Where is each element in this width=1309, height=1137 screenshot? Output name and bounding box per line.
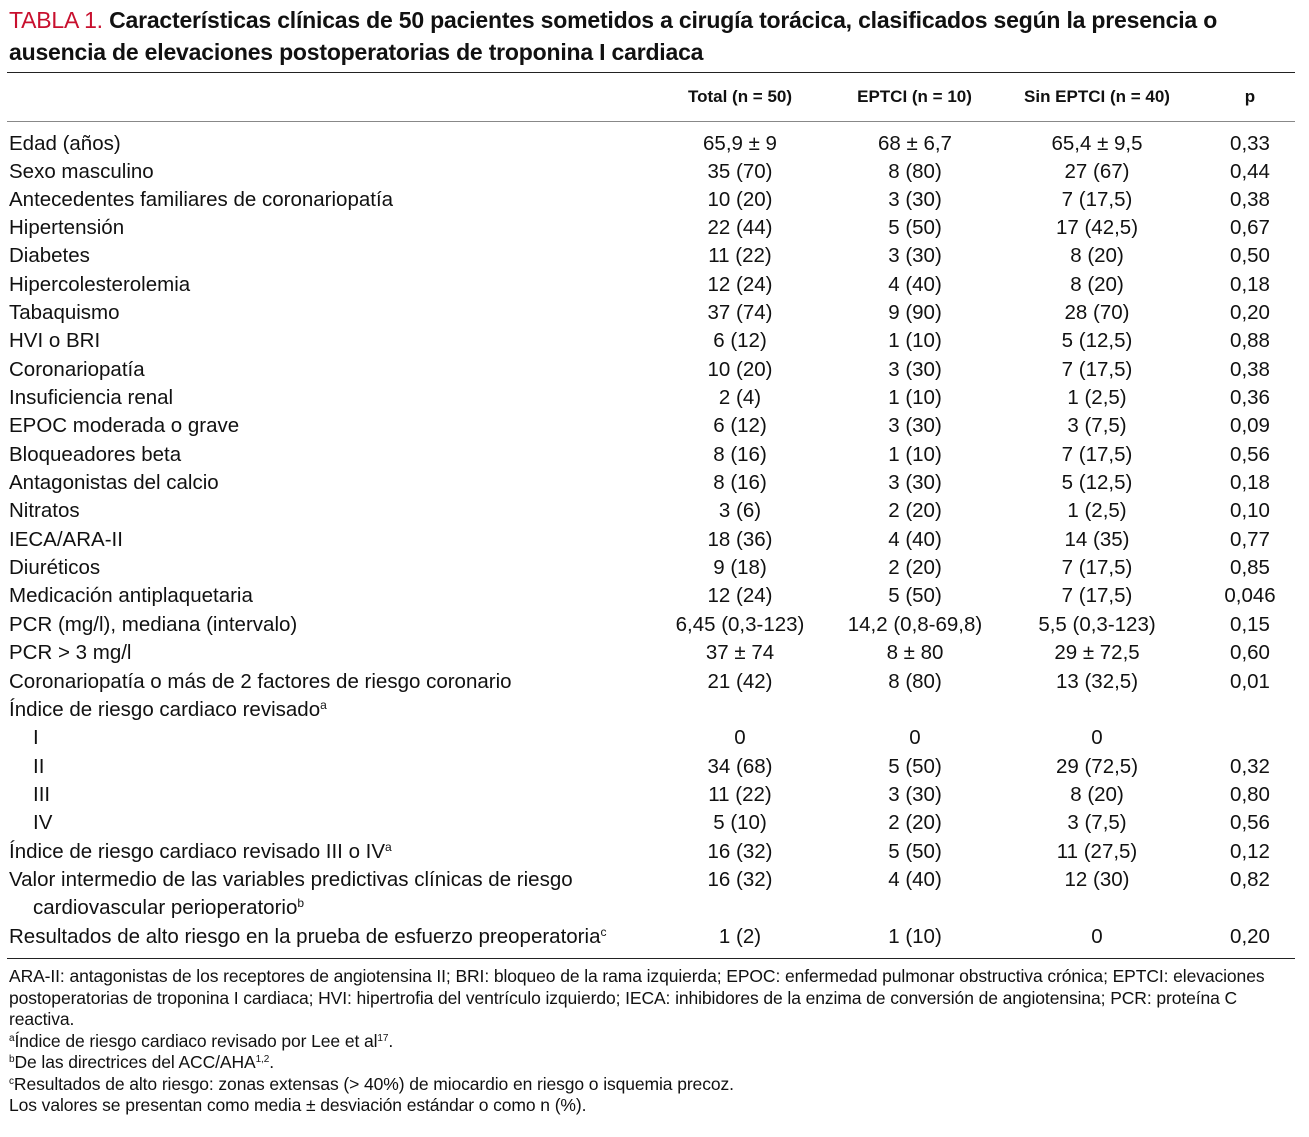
- footnote-values: Los valores se presentan como media ± desviación estándar o como n (%).: [9, 1095, 587, 1115]
- table-row: [0, 809, 1309, 837]
- row-label: Diuréticos: [9, 556, 101, 579]
- row-label: Índice de riesgo cardiaco revisado$^a$: [9, 698, 327, 721]
- cell-sin-eptci: 3 (7,5): [1067, 811, 1127, 834]
- cell-eptci: 4 (40): [888, 528, 942, 551]
- cell-p: 0,32: [1230, 755, 1270, 778]
- row-label: Coronariopatía o más de 2 factores de riesgo coronario: [9, 670, 512, 693]
- cell-eptci: 1 (10): [888, 386, 942, 409]
- table-footnotes: [9, 966, 1299, 1117]
- cell-p: 0,18: [1230, 471, 1270, 494]
- row-label: Insuficiencia renal: [9, 386, 174, 409]
- cell-total: 35 (70): [707, 160, 773, 183]
- cell-total: 8 (16): [713, 471, 767, 494]
- table-row: [0, 582, 1309, 610]
- cell-eptci: 0: [909, 726, 921, 749]
- row-label: III: [33, 783, 51, 806]
- header-p: p: [1244, 87, 1256, 106]
- cell-total: 16 (32): [707, 868, 773, 891]
- header-sin-eptci: Sin EPTCI (n = 40): [1024, 87, 1170, 106]
- cell-sin-eptci: 5 (12,5): [1061, 471, 1133, 494]
- row-label: Bloqueadores beta: [9, 443, 182, 466]
- cell-sin-eptci: 65,4 ± 9,5: [1051, 132, 1143, 155]
- cell-total: 12 (24): [707, 273, 773, 296]
- cell-sin-eptci: 11 (27,5): [1056, 840, 1138, 863]
- cell-eptci: 3 (30): [888, 188, 942, 211]
- cell-p: 0,01: [1230, 670, 1270, 693]
- cell-eptci: 14,2 (0,8-69,8): [847, 613, 983, 636]
- cell-p: 0,20: [1230, 301, 1270, 324]
- cell-eptci: 3 (30): [888, 414, 942, 437]
- row-label: Medicación antiplaquetaria: [9, 584, 253, 607]
- row-label: Valor intermedio de las variables predictivas clínicas de riesgo: [9, 868, 573, 891]
- row-label: PCR (mg/l), mediana (intervalo): [9, 613, 298, 636]
- cell-eptci: 5 (50): [888, 840, 942, 863]
- table-row: [0, 214, 1309, 242]
- cell-p: 0,12: [1230, 840, 1270, 863]
- row-label: Antecedentes familiares de coronariopatía: [9, 188, 394, 211]
- bottom-rule: [7, 958, 1295, 959]
- cell-sin-eptci: 8 (20): [1070, 783, 1124, 806]
- table-row: [0, 412, 1309, 440]
- cell-p: 0,38: [1230, 358, 1270, 381]
- cell-p: 0,20: [1230, 925, 1270, 948]
- cell-p: 0,36: [1230, 386, 1270, 409]
- row-label: Índice de riesgo cardiaco revisado III o $IV^a$: [9, 840, 392, 863]
- row-label: Resultados de alto riesgo en la prueba de esfuerzo preoperatoria$^c$: [9, 925, 607, 948]
- cell-eptci: 4 (40): [888, 868, 942, 891]
- row-label: IECA/ARA-II: [9, 528, 123, 551]
- table-row: [0, 696, 1309, 724]
- table-row: [0, 781, 1309, 809]
- table-row: [0, 130, 1309, 158]
- cell-p: 0,10: [1230, 499, 1270, 522]
- cell-eptci: 5 (50): [888, 755, 942, 778]
- cell-total: 12 (24): [707, 584, 773, 607]
- cell-eptci: 3 (30): [888, 244, 942, 267]
- cell-sin-eptci: 8 (20): [1070, 273, 1124, 296]
- cell-eptci: 3 (30): [888, 358, 942, 381]
- row-label: II: [33, 755, 45, 778]
- cell-sin-eptci: 14 (35): [1064, 528, 1130, 551]
- footnote-abbreviations: ARA-II: antagonistas de los receptores de angiotensina II; BRI: bloqueo de la rama izquierda; EPOC: enfermedad pulmonar obstructiva crónica; EPTCI: elevaciones postoperatorias de troponina I cardiaca; HVI: hipertrofia del ventrículo izquierdo; IECA: inhibidores de la enzima de conversión de angiotensina; PCR: proteína C reactiva.: [9, 966, 1265, 1029]
- cell-sin-eptci: 7 (17,5): [1061, 358, 1133, 381]
- row-label: cardiovascular perioperatorio$^b$: [33, 896, 305, 919]
- table-row: [0, 554, 1309, 582]
- footnote-c: $^c$Resultados de alto riesgo: zonas extensas (> 40%) de miocardio en riesgo o isquemia precoz.: [9, 1073, 734, 1094]
- cell-total: 6 (12): [713, 414, 767, 437]
- row-label: Tabaquismo: [9, 301, 120, 324]
- cell-sin-eptci: 12 (30): [1064, 868, 1130, 891]
- cell-sin-eptci: 0: [1091, 726, 1103, 749]
- cell-eptci: 2 (20): [888, 556, 942, 579]
- cell-eptci: 9 (90): [888, 301, 942, 324]
- cell-total: 34 (68): [707, 755, 773, 778]
- table-row: [0, 384, 1309, 412]
- cell-sin-eptci: 17 (42,5): [1055, 216, 1139, 239]
- cell-total: 6,45 (0,3-123): [675, 613, 805, 636]
- cell-p: 0,67: [1230, 216, 1270, 239]
- cell-sin-eptci: 3 (7,5): [1067, 414, 1127, 437]
- cell-sin-eptci: 0: [1091, 925, 1103, 948]
- table-row: [0, 923, 1309, 951]
- cell-total: 37 ± 74: [705, 641, 775, 664]
- cell-sin-eptci: 7 (17,5): [1061, 188, 1133, 211]
- table-row: [0, 894, 1309, 922]
- cell-total: 11 (22): [708, 783, 772, 806]
- cell-total: 8 (16): [713, 443, 767, 466]
- header-eptci: EPTCI (n = 10): [857, 87, 972, 106]
- cell-eptci: 1 (10): [888, 443, 942, 466]
- row-label: I: [33, 726, 39, 749]
- header-total: Total (n = 50): [687, 87, 793, 106]
- table-row: [0, 158, 1309, 186]
- cell-eptci: 2 (20): [888, 811, 942, 834]
- row-label: Nitratos: [9, 499, 80, 522]
- footnote-b: $^b$De las directrices del ACC/AHA$^{1,2}$.: [9, 1052, 274, 1072]
- row-label: HVI o BRI: [9, 329, 101, 352]
- cell-sin-eptci: 29 ± 72,5: [1054, 641, 1140, 664]
- cell-total: 0: [734, 726, 746, 749]
- cell-p: 0,56: [1230, 811, 1270, 834]
- row-label: Sexo masculino: [9, 160, 154, 183]
- table-row: [0, 866, 1309, 894]
- cell-total: 10 (20): [707, 358, 773, 381]
- cell-eptci: 3 (30): [888, 471, 942, 494]
- table-row: [0, 611, 1309, 639]
- cell-total: 3 (6): [718, 499, 762, 522]
- cell-p: 0,33: [1230, 132, 1270, 155]
- cell-eptci: 8 ± 80: [886, 641, 944, 664]
- cell-sin-eptci: 1 (2,5): [1067, 386, 1127, 409]
- table-row: [0, 838, 1309, 866]
- footnote-a: $^a$Índice de riesgo cardiaco revisado por Lee et $al^{17}$.: [9, 1030, 394, 1051]
- cell-sin-eptci: 28 (70): [1064, 301, 1130, 324]
- cell-p: 0,85: [1230, 556, 1270, 579]
- cell-p: 0,09: [1230, 414, 1270, 437]
- table-row: [0, 356, 1309, 384]
- row-label: Hipercolesterolemia: [9, 273, 191, 296]
- cell-total: 65,9 ± 9: [703, 132, 777, 155]
- cell-sin-eptci: 7 (17,5): [1061, 443, 1133, 466]
- table-row: [0, 327, 1309, 355]
- cell-sin-eptci: 1 (2,5): [1067, 499, 1127, 522]
- cell-total: 9 (18): [713, 556, 767, 579]
- cell-total: 37 (74): [707, 301, 773, 324]
- cell-sin-eptci: 13 (32,5): [1055, 670, 1139, 693]
- cell-sin-eptci: 7 (17,5): [1061, 556, 1133, 579]
- cell-total: 21 (42): [707, 670, 773, 693]
- cell-total: 11 (22): [708, 244, 772, 267]
- row-label: Hipertensión: [9, 216, 125, 239]
- cell-eptci: 8 (80): [888, 670, 942, 693]
- cell-total: 22 (44): [707, 216, 773, 239]
- row-label: Antagonistas del calcio: [9, 471, 219, 494]
- cell-p: 0,88: [1230, 329, 1270, 352]
- cell-sin-eptci: 27 (67): [1064, 160, 1130, 183]
- row-label: Edad (años): [9, 132, 121, 155]
- cell-eptci: 3 (30): [888, 783, 942, 806]
- header-rule: [7, 121, 1295, 122]
- cell-sin-eptci: 5,5 (0,3-123): [1038, 613, 1156, 636]
- cell-p: 0,60: [1230, 641, 1270, 664]
- table-row: [0, 668, 1309, 696]
- cell-p: 0,56: [1230, 443, 1270, 466]
- cell-p: 0,046: [1224, 584, 1276, 607]
- table-row: [0, 186, 1309, 214]
- row-label: Diabetes: [9, 244, 90, 267]
- row-label: PCR > 3 mg/l: [9, 641, 132, 664]
- cell-p: 0,77: [1230, 528, 1270, 551]
- table-row: [0, 271, 1309, 299]
- table-label: TABLA 1.: [9, 7, 103, 33]
- cell-p: 0,50: [1230, 244, 1270, 267]
- cell-p: 0,15: [1230, 613, 1270, 636]
- cell-sin-eptci: 8 (20): [1070, 244, 1124, 267]
- table-row: [0, 299, 1309, 327]
- table-row: [0, 526, 1309, 554]
- row-label: EPOC moderada o grave: [9, 414, 240, 437]
- cell-p: 0,80: [1230, 783, 1270, 806]
- cell-total: 18 (36): [707, 528, 773, 551]
- table-title: Características clínicas de 50 pacientes sometidos a cirugía torácica, clasificados según la presencia o ausencia de elevaciones postoperatorias de troponina I cardiaca: [9, 7, 1218, 65]
- cell-eptci: 4 (40): [888, 273, 942, 296]
- cell-p: 0,82: [1230, 868, 1270, 891]
- table-row: [0, 753, 1309, 781]
- table-row: [0, 724, 1309, 752]
- cell-eptci: 1 (10): [888, 925, 942, 948]
- cell-p: 0,18: [1230, 273, 1270, 296]
- table-caption: [9, 4, 1299, 68]
- cell-total: 16 (32): [707, 840, 773, 863]
- cell-sin-eptci: 29 (72,5): [1055, 755, 1139, 778]
- cell-eptci: 2 (20): [888, 499, 942, 522]
- top-rule: [7, 72, 1295, 73]
- cell-total: 1 (2): [718, 925, 762, 948]
- cell-total: 5 (10): [713, 811, 767, 834]
- table-row: [0, 497, 1309, 525]
- cell-p: 0,38: [1230, 188, 1270, 211]
- cell-sin-eptci: 5 (12,5): [1061, 329, 1133, 352]
- table-row: [0, 441, 1309, 469]
- cell-eptci: 8 (80): [888, 160, 942, 183]
- cell-total: 10 (20): [707, 188, 773, 211]
- cell-total: 2 (4): [718, 386, 762, 409]
- row-label: IV: [33, 811, 53, 834]
- table-row: [0, 242, 1309, 270]
- cell-eptci: 5 (50): [888, 584, 942, 607]
- cell-sin-eptci: 7 (17,5): [1061, 584, 1133, 607]
- cell-p: 0,44: [1230, 160, 1270, 183]
- cell-eptci: 68 ± 6,7: [878, 132, 952, 155]
- row-label: Coronariopatía: [9, 358, 145, 381]
- cell-total: 6 (12): [713, 329, 767, 352]
- cell-eptci: 1 (10): [888, 329, 942, 352]
- table-row: [0, 469, 1309, 497]
- table-row: [0, 639, 1309, 667]
- cell-eptci: 5 (50): [888, 216, 942, 239]
